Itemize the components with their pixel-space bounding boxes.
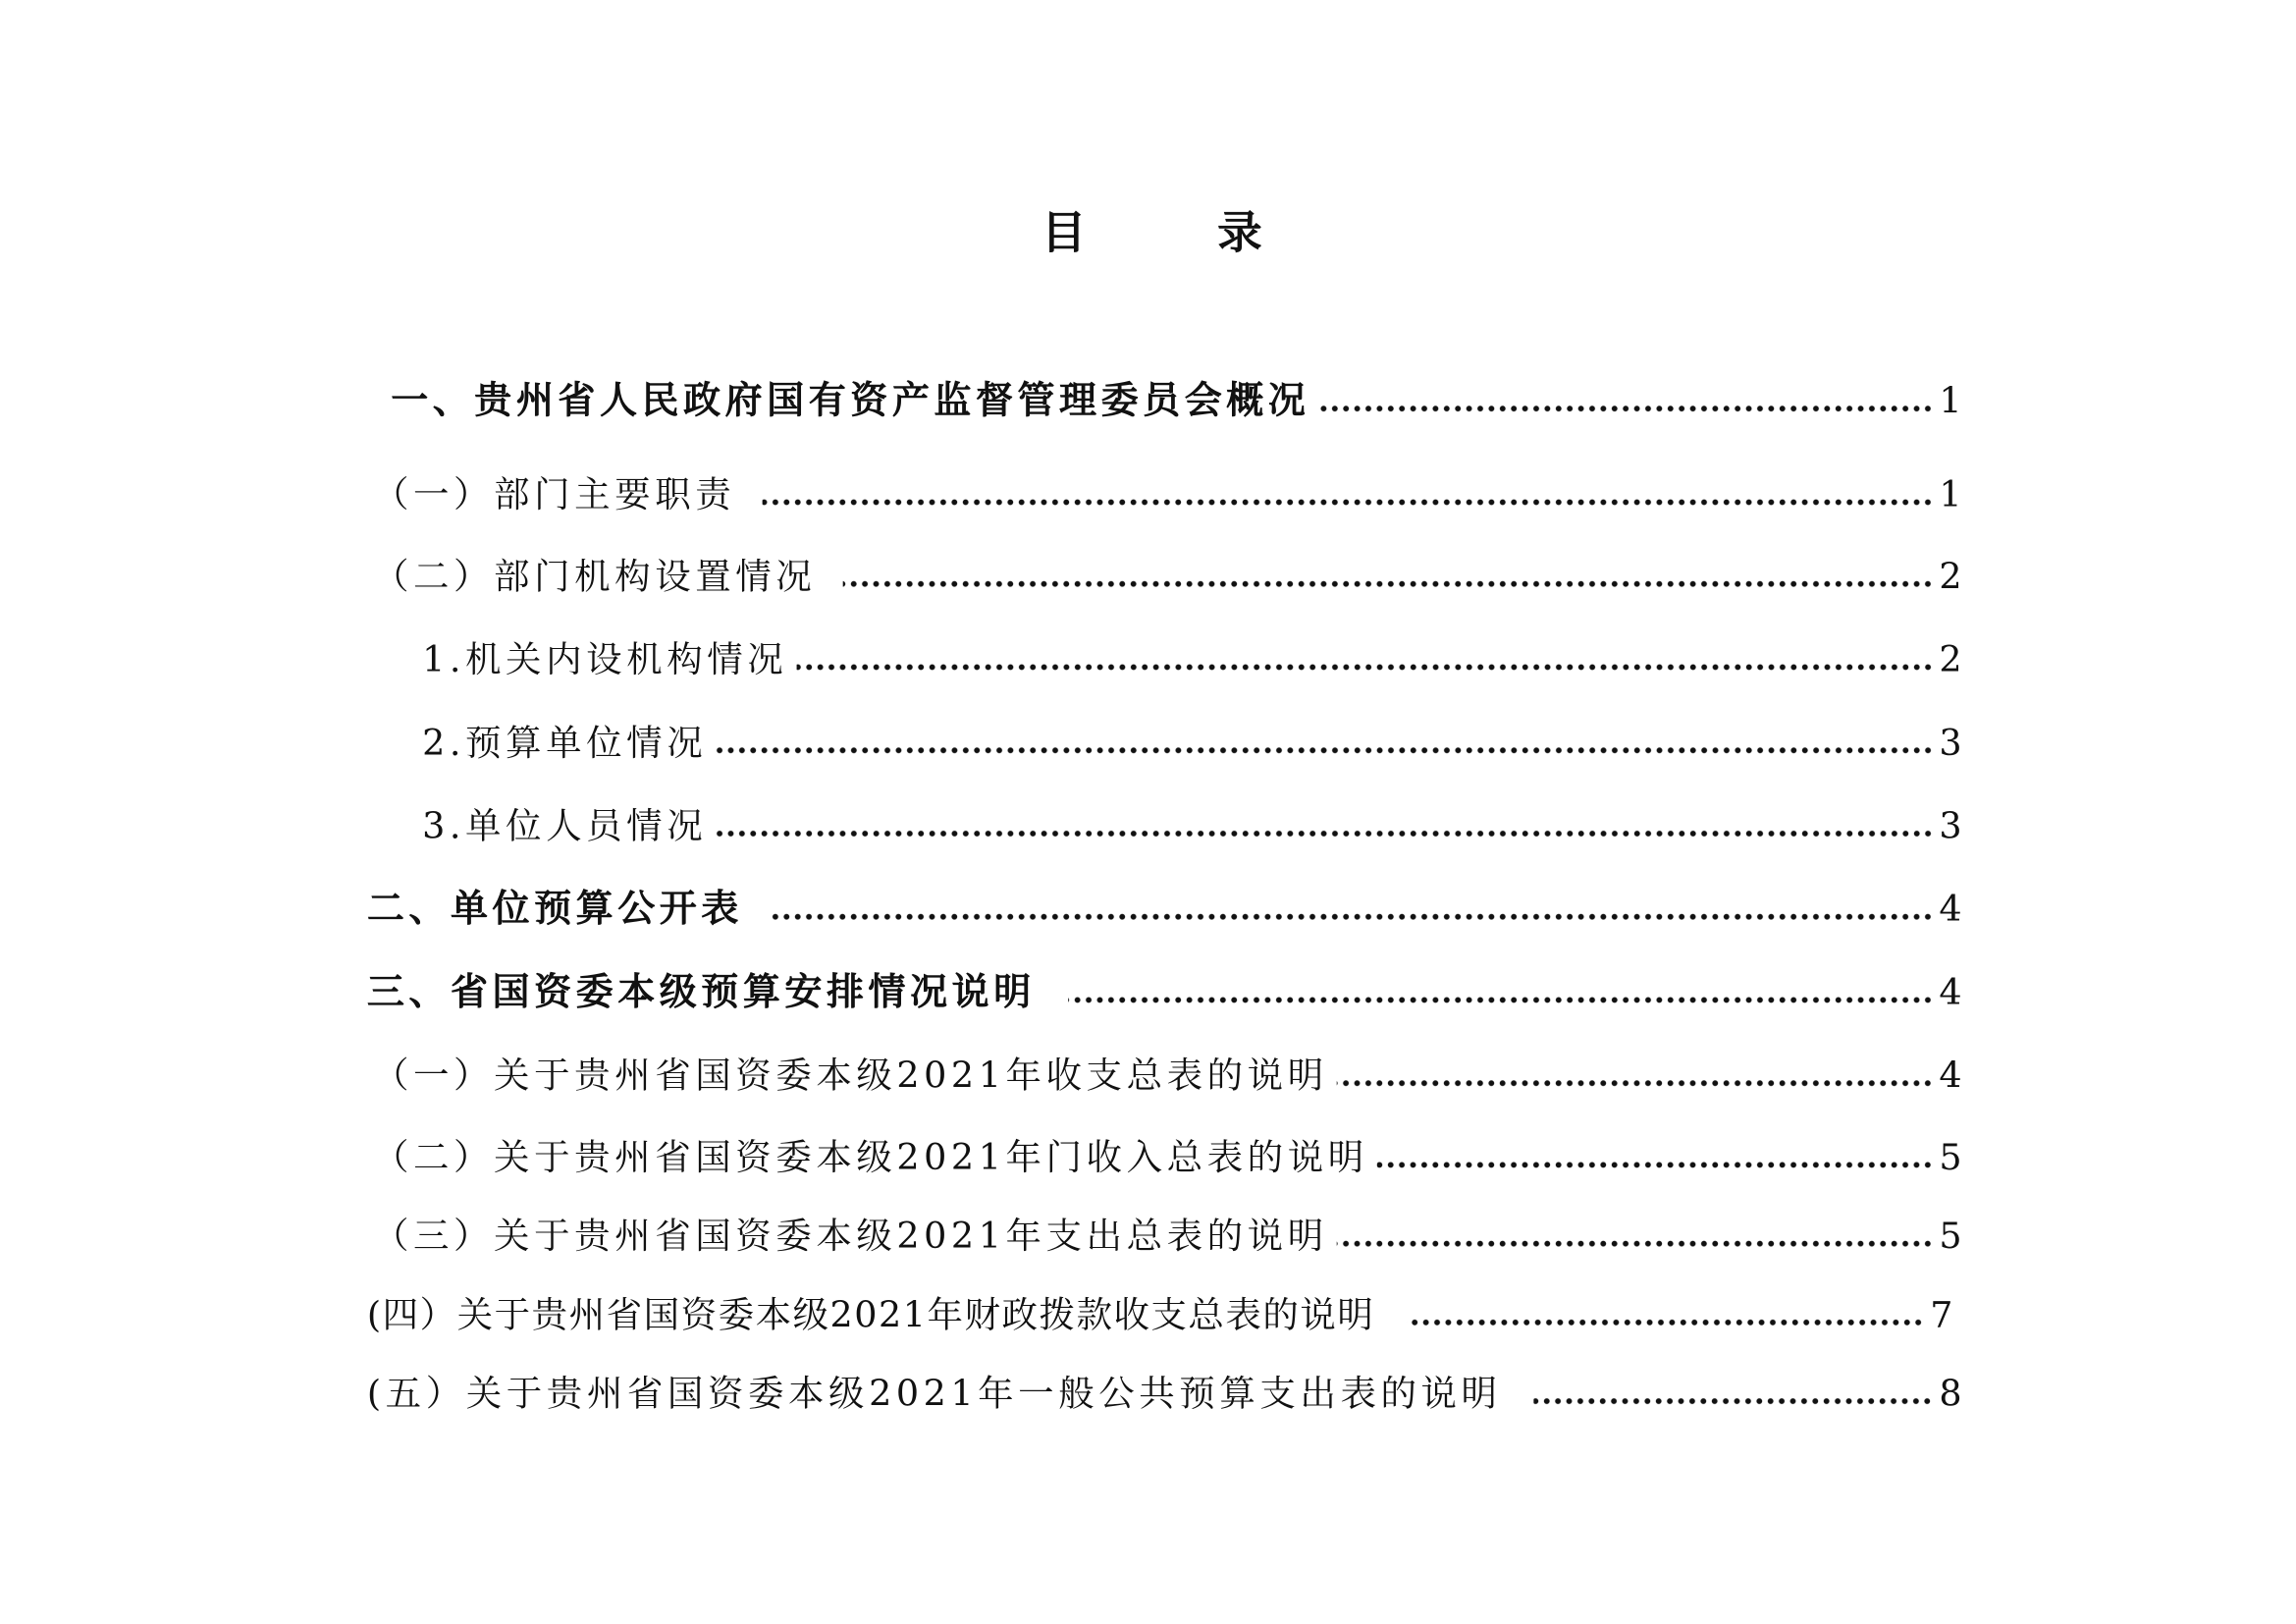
toc-entry-text: （二）关于贵州省国资委本级2021年门收入总表的说明 <box>372 1136 1368 1179</box>
toc-dot-leader <box>716 746 1933 755</box>
toc-dot-leader <box>1534 1397 1934 1406</box>
toc-entry-text: 一、贵州省人民政府国有资产监督管理委员会概况 <box>391 378 1310 422</box>
toc-page-number: 5 <box>1939 1215 1962 1258</box>
toc-entry[interactable] <box>367 884 1962 934</box>
toc-page-number: 3 <box>1939 722 1962 764</box>
toc-entry[interactable] <box>373 1051 1962 1101</box>
toc-entry-text: 2.预算单位情况 <box>422 722 708 764</box>
toc-page-number: 1 <box>1939 380 1962 422</box>
toc-entry-text: 3.单位人员情况 <box>422 805 708 847</box>
toc-entry-text: （一）部门主要职责 <box>372 473 736 516</box>
toc-page-number: 7 <box>1930 1294 1953 1336</box>
toc-entry[interactable] <box>422 634 1961 684</box>
toc-dot-leader <box>843 579 1934 588</box>
toc-page-number: 5 <box>1939 1136 1962 1179</box>
toc-dot-leader <box>716 829 1933 838</box>
toc-entry[interactable] <box>373 551 1962 601</box>
toc-dot-leader <box>1068 996 1933 1004</box>
toc-page-number: 4 <box>1939 888 1962 931</box>
toc-dot-leader <box>1319 405 1934 413</box>
toc-page-number: 4 <box>1939 1055 1962 1097</box>
toc-dot-leader <box>1337 1239 1934 1248</box>
toc-entry-text: (五）关于贵州省国资委本级2021年一般公共预算支出表的说明 <box>366 1373 1502 1415</box>
toc-entry-text: (四）关于贵州省国资委本级2021年财政拨款收支总表的说明 <box>366 1294 1375 1336</box>
toc-entry-text: （二）部门机构设置情况 <box>372 555 817 598</box>
toc-dot-leader <box>1377 1161 1934 1169</box>
toc-entry[interactable] <box>391 376 1961 426</box>
toc-dot-leader <box>1408 1318 1925 1326</box>
toc-entry[interactable] <box>422 718 1961 768</box>
toc-entry-text: （一）关于贵州省国资委本级2021年收支总表的说明 <box>372 1055 1328 1097</box>
toc-dot-leader <box>796 663 1933 672</box>
toc-dot-leader <box>770 912 1933 921</box>
toc-entry[interactable] <box>367 1369 1962 1419</box>
toc-entry[interactable] <box>367 967 1962 1017</box>
toc-entry-text: 三、省国资委本级预算安排情况说明 <box>366 970 1036 1014</box>
toc-dot-leader <box>1337 1079 1934 1088</box>
toc-page-number: 8 <box>1939 1373 1962 1415</box>
toc-entry-text: （三）关于贵州省国资委本级2021年支出总表的说明 <box>372 1215 1328 1258</box>
toc-entry[interactable] <box>367 1290 1953 1340</box>
toc-page-number: 2 <box>1939 555 1962 598</box>
toc-entry[interactable] <box>373 469 1962 519</box>
toc-entry[interactable] <box>422 801 1961 851</box>
page-title: 目录 <box>1041 207 1394 260</box>
toc-entry-text: 1.机关内设机构情况 <box>422 638 788 681</box>
toc-entry-text: 二、单位预算公开表 <box>366 887 743 931</box>
toc-page-number: 1 <box>1939 473 1962 516</box>
toc-entry[interactable] <box>373 1132 1962 1182</box>
toc-page-number: 4 <box>1939 971 1962 1014</box>
toc-dot-leader <box>763 498 1934 507</box>
toc-page-number: 3 <box>1939 805 1962 847</box>
toc-entry[interactable] <box>373 1211 1962 1261</box>
toc-page-number: 2 <box>1939 638 1962 681</box>
